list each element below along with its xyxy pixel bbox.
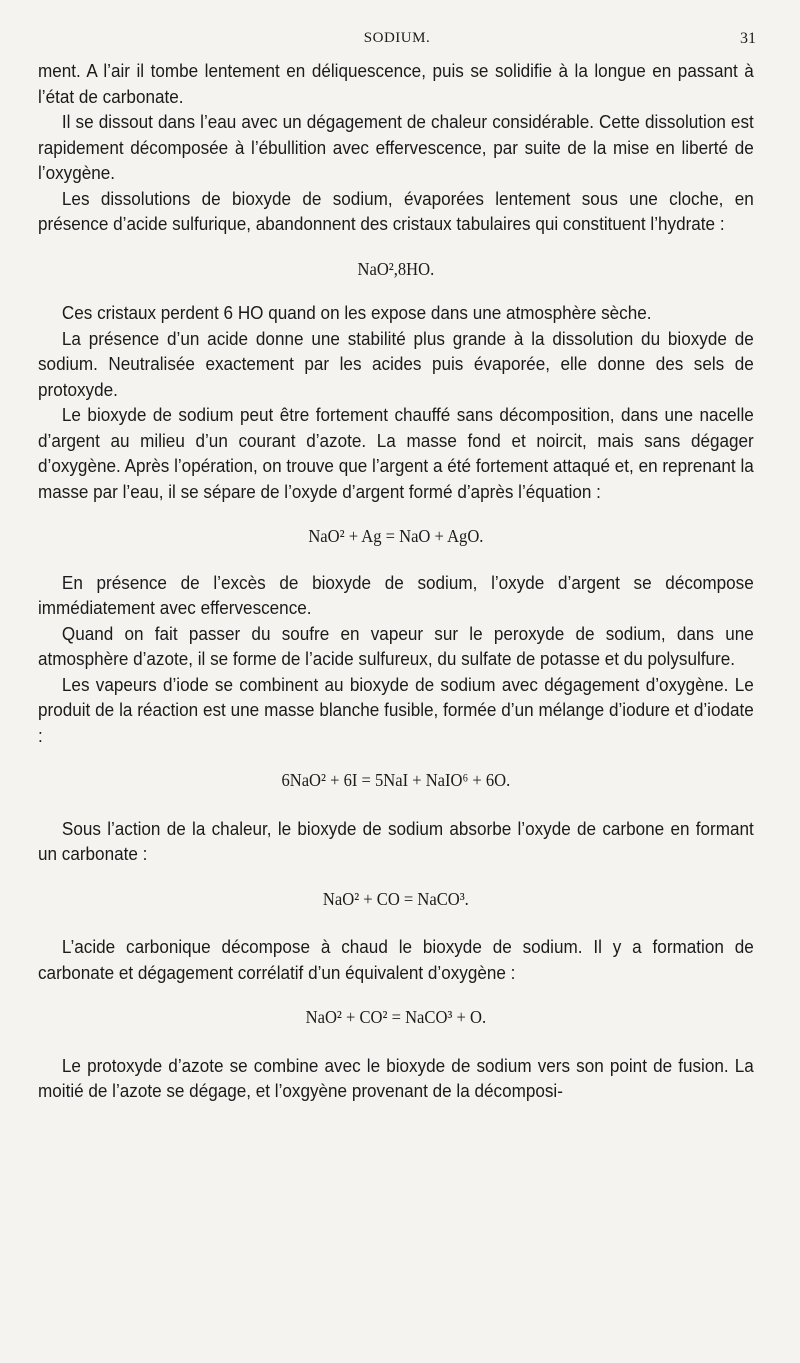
paragraph: Il se dissout dans l’eau avec un dégagement de chaleur considérable. Cette dissolution est rapidement décomposée à l’ébullition avec effervescence, par suite de la mise en liberté de l’oxygène. [38, 111, 754, 183]
paragraph: Le bioxyde de sodium peut être fortement chauffé sans décomposition, dans une nacelle d’argent au milieu d’un courant d’azote. La masse fond et noircit, mais sans dégager d’oxygène. Après l’opération, on trouve que l’argent a été fortement attaqué et, en reprenant la masse par l’eau, il se sépare de l’oxyde d’argent formé d’après l’équation : [38, 404, 754, 502]
paragraph: En présence de l’excès de bioxyde de sodium, l’oxyde d’argent se décompose immédiatement avec effervescence. [38, 571, 754, 618]
paragraph: L’acide carbonique décompose à chaud le bioxyde de sodium. Il y a formation de carbonate et dégagement corrélatif d’un équivalent d’oxygène : [38, 936, 754, 983]
running-title: SODIUM. [363, 30, 431, 46]
equation: 6NaO² + 6I = 5NaI + NaIO⁶ + 6O. [281, 770, 511, 790]
paragraph: Les dissolutions de bioxyde de sodium, évaporées lentement sous une cloche, en présence d’acide sulfurique, abandonnent des cristaux tabulaires qui constituent l’hydrate : [38, 187, 754, 234]
paragraph: La présence d’un acide donne une stabilité plus grande à la dissolution du bioxyde de sodium. Neutralisée exactement par les acides puis évaporée, elle donne des sels de protoxyde. [38, 327, 754, 400]
running-header [38, 30, 756, 52]
page-number: 31 [740, 30, 756, 47]
equation: NaO² + CO² = NaCO³ + O. [305, 1007, 487, 1027]
paragraph: Quand on fait passer du soufre en vapeur sur le peroxyde de sodium, dans une atmosphère d’azote, il se forme de l’acide sulfureux, du sulfate de potasse et du polysulfure. [38, 622, 754, 669]
equation: NaO²,8HO. [357, 258, 435, 279]
equation: NaO² + CO = NaCO³. [322, 888, 469, 909]
paragraph: Les vapeurs d’iode se combinent au bioxyde de sodium avec dégagement d’oxygène. Le produit de la réaction est une masse blanche fusible, formée d’un mélange d’iodure et d’iodate : [38, 673, 754, 746]
body-text [38, 58, 754, 1104]
paragraph: ment. A l’air il tombe lentement en déliquescence, puis se solidifie à la longue en passant à l’état de carbonate. [38, 60, 754, 107]
paragraph: Sous l’action de la chaleur, le bioxyde de sodium absorbe l’oxyde de carbone en formant un carbonate : [38, 817, 754, 864]
equation: NaO² + Ag = NaO + AgO. [308, 526, 484, 546]
paragraph: Le protoxyde d’azote se combine avec le bioxyde de sodium vers son point de fusion. La moitié de l’azote se dégage, et l’oxgyène provenant de la décomposi- [38, 1054, 754, 1101]
paragraph: Ces cristaux perdent 6 HO quand on les expose dans une atmosphère sèche. [61, 302, 652, 323]
